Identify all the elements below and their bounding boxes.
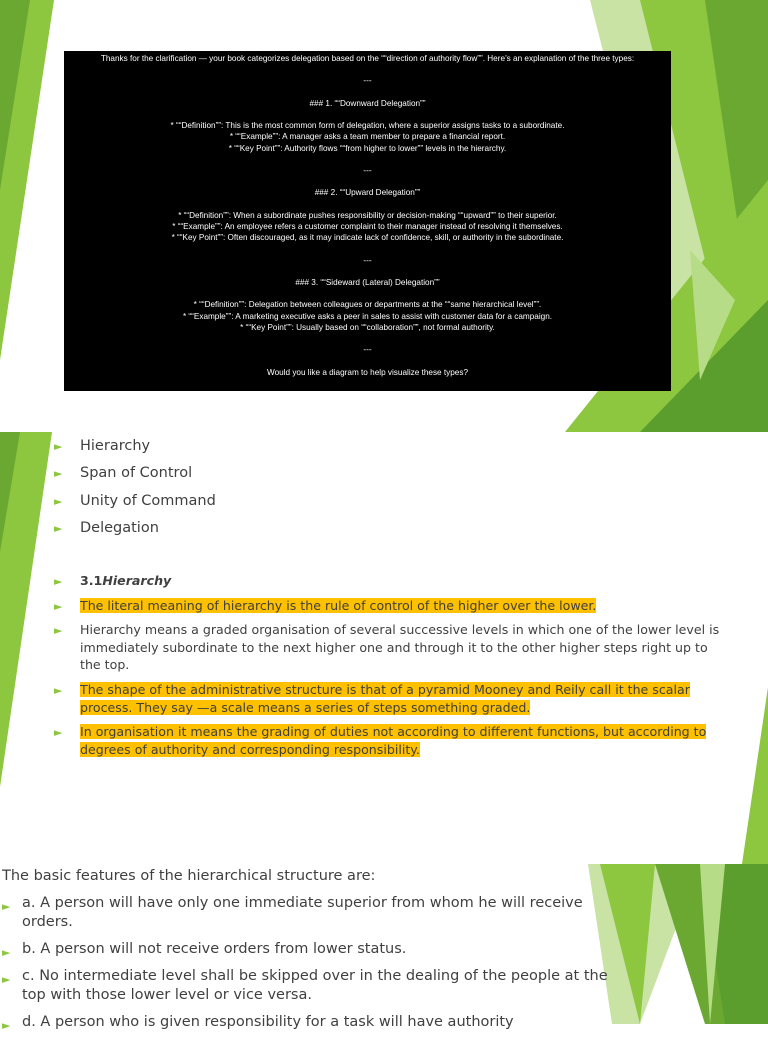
chat-response-box <box>64 51 671 391</box>
response-line: --- <box>363 76 372 86</box>
heading-number: 3.1 <box>80 573 103 588</box>
arrow-right-icon: ► <box>2 946 11 959</box>
list-item <box>54 621 728 674</box>
feature-text: c. No intermediate level shall be skipped over in the dealing of the people at the top with those lower level or vice versa. <box>22 968 608 1003</box>
response-line: * ““Key Point””: Authority flows ““from higher to lower”” levels in the hierarchy. <box>228 143 507 153</box>
list-item <box>54 597 728 615</box>
slide-delegation-text <box>0 0 768 432</box>
response-line <box>64 64 671 75</box>
topic-label: Delegation <box>80 520 159 537</box>
slide-hierarchy <box>0 432 768 864</box>
feature-text: d. A person who is given responsibility for a task will have authority <box>22 1014 514 1030</box>
point-text: Hierarchy means a graded organisation of several successive levels in which one of the lower level is immediately subordinate to the next higher one and through it to the other higher steps right up to the top. <box>80 622 720 673</box>
arrow-right-icon: ► <box>54 624 63 638</box>
list-item <box>54 723 728 758</box>
response-line <box>64 176 671 187</box>
list-item <box>54 518 216 545</box>
response-line: * ““Key Point””: Usually based on ““collaboration””, not formal authority. <box>240 322 495 332</box>
response-line: * ““Example””: An employee refers a customer complaint to their manager instead of resolving it themselves. <box>172 221 563 231</box>
response-line: ### 2. ““Upward Delegation”” <box>314 188 421 198</box>
highlighted-text: The shape of the administrative structure is that of a pyramid Mooney and Reily call it the scalar process. They say —a scale means a series of steps something graded. <box>80 681 690 715</box>
list-item <box>54 681 728 716</box>
response-line <box>64 288 671 299</box>
hierarchy-points <box>54 572 728 765</box>
feature-text: b. A person will not receive orders from lower status. <box>22 941 407 957</box>
response-line: ### 3. ““Sideward (Lateral) Delegation”” <box>295 277 440 287</box>
response-line: Would you like a diagram to help visualize these types? <box>266 367 468 377</box>
response-line <box>64 87 671 98</box>
heading-title: Hierarchy <box>102 573 172 588</box>
response-line: * ““Example””: A marketing executive asks a peer in sales to assist with customer data for a campaign. <box>182 311 553 321</box>
list-item <box>2 1013 612 1032</box>
response-line: --- <box>363 345 372 355</box>
arrow-right-icon: ► <box>54 440 63 453</box>
list-item <box>54 491 216 518</box>
list-item <box>2 967 612 1005</box>
response-line: * ““Definition””: Delegation between colleagues or departments at the ““same hierarchical level””. <box>193 300 542 310</box>
arrow-right-icon: ► <box>2 973 11 986</box>
list-item <box>54 463 216 490</box>
response-line: ### 1. ““Downward Delegation”” <box>309 98 426 108</box>
list-item <box>2 940 612 959</box>
arrow-right-icon: ► <box>54 494 63 508</box>
response-line: --- <box>363 255 372 265</box>
response-line: * ““Definition””: This is the most common form of delegation, where a superior assigns tasks to a subordinate. <box>170 121 565 131</box>
response-line <box>64 266 671 277</box>
response-line <box>64 109 671 120</box>
highlighted-text: In organisation it means the grading of duties not according to different functions, but according to degrees of authority and corresponding responsibility. <box>80 724 707 757</box>
highlighted-text: The literal meaning of hierarchy is the rule of control of the higher over the lower. <box>80 597 597 613</box>
topic-list <box>54 436 216 546</box>
features-list <box>2 894 612 1040</box>
response-line <box>64 333 671 344</box>
response-line <box>64 243 671 254</box>
response-line <box>64 355 671 366</box>
arrow-right-icon: ► <box>54 599 63 613</box>
slide-hierarchy-features <box>0 864 768 1032</box>
feature-text: a. A person will have only one immediate superior from whom he will receive orders. <box>22 895 583 930</box>
section-heading <box>54 572 728 590</box>
arrow-right-icon: ► <box>54 522 63 536</box>
response-line: * ““Definition””: When a subordinate pushes responsibility or decision-making ““upward”” to their superior. <box>178 210 557 220</box>
arrow-right-icon: ► <box>54 726 63 740</box>
response-line: Thanks for the clarification — your book categorizes delegation based on the ““direction of authority flow””. Here’s an explanation of the three types: <box>100 54 635 63</box>
list-item <box>54 436 216 463</box>
arrow-right-icon: ► <box>2 1019 11 1032</box>
arrow-right-icon: ► <box>2 900 11 913</box>
topic-label: Span of Control <box>80 465 193 482</box>
response-line: * ““Key Point””: Often discouraged, as it may indicate lack of confidence, skill, or authority in the subordinate. <box>171 233 564 243</box>
topic-label: Hierarchy <box>80 438 151 454</box>
arrow-right-icon: ► <box>54 467 63 481</box>
features-title: The basic features of the hierarchical structure are: <box>2 868 376 884</box>
list-item <box>2 894 612 932</box>
response-line <box>64 199 671 210</box>
response-line <box>64 154 671 165</box>
arrow-right-icon: ► <box>54 575 63 588</box>
response-line: * ““Example””: A manager asks a team member to prepare a financial report. <box>229 132 506 142</box>
response-line: --- <box>363 165 372 175</box>
topic-label: Unity of Command <box>80 492 216 509</box>
arrow-right-icon: ► <box>54 683 63 697</box>
